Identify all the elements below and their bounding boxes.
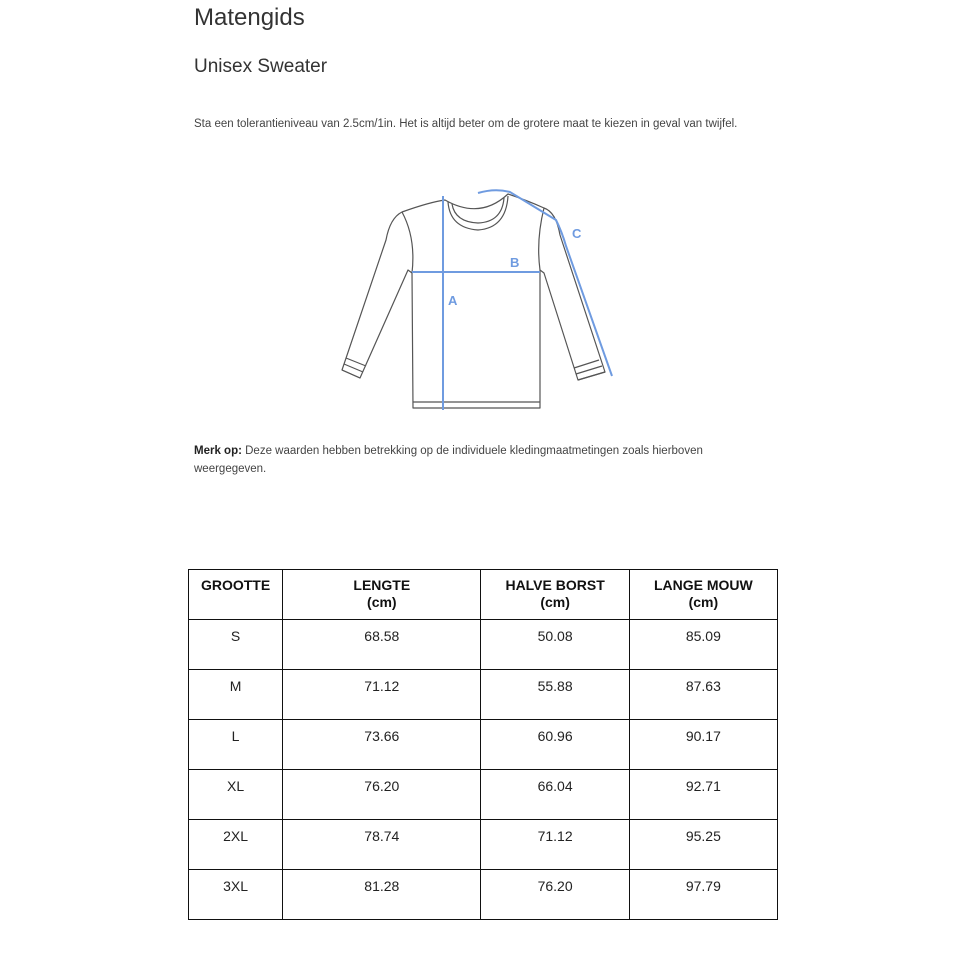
cell-size: 2XL	[189, 820, 283, 870]
cell-sleeve: 92.71	[629, 770, 777, 820]
cell-size: 3XL	[189, 870, 283, 920]
note-label: Merk op:	[194, 445, 242, 457]
header-sleeve-unit: (cm)	[688, 594, 719, 610]
cell-length: 81.28	[283, 870, 481, 920]
measurement-labels	[448, 226, 582, 308]
note-text: Deze waarden hebben betrekking op de individuele kledingmaatmetingen zoals hierboven weergegeven.	[194, 445, 703, 475]
cell-half-chest: 71.12	[481, 820, 629, 870]
cell-length: 71.12	[283, 670, 481, 720]
cell-half-chest: 76.20	[481, 870, 629, 920]
cell-sleeve: 97.79	[629, 870, 777, 920]
table-row	[189, 670, 778, 720]
table-header-row	[189, 570, 778, 620]
cell-sleeve: 85.09	[629, 620, 777, 670]
size-chart-table	[188, 569, 778, 920]
header-sleeve	[629, 570, 777, 620]
tolerance-text: Sta een tolerantieniveau van 2.5cm/1in. Het is altijd beter om de grotere maat te kiezen in geval van twijfel.	[194, 118, 738, 130]
cell-length: 78.74	[283, 820, 481, 870]
cell-length: 68.58	[283, 620, 481, 670]
cell-size: M	[189, 670, 283, 720]
sleeve-measure-line	[478, 190, 612, 376]
page-title: Matengids	[194, 4, 305, 31]
table-row	[189, 620, 778, 670]
header-half-chest-label: HALVE BORST	[505, 577, 605, 593]
header-size	[189, 570, 283, 620]
cell-sleeve: 95.25	[629, 820, 777, 870]
sweater-measurement-diagram	[330, 180, 630, 420]
header-half-chest-unit: (cm)	[540, 594, 570, 610]
label-c: C	[572, 226, 582, 241]
measurement-note	[194, 442, 754, 478]
cell-sleeve: 90.17	[629, 720, 777, 770]
header-length-label: LENGTE	[353, 577, 411, 593]
cell-half-chest: 60.96	[481, 720, 629, 770]
label-a: A	[448, 293, 458, 308]
cell-sleeve: 87.63	[629, 670, 777, 720]
table-row	[189, 770, 778, 820]
cell-size: XL	[189, 770, 283, 820]
table-row	[189, 820, 778, 870]
header-half-chest	[481, 570, 629, 620]
cell-size: S	[189, 620, 283, 670]
product-subtitle: Unisex Sweater	[194, 56, 328, 77]
header-size-label: GROOTTE	[200, 577, 271, 593]
label-b: B	[510, 255, 520, 270]
header-sleeve-label: LANGE MOUW	[653, 577, 753, 593]
header-length-unit: (cm)	[367, 594, 397, 610]
cell-size: L	[189, 720, 283, 770]
cell-length: 76.20	[283, 770, 481, 820]
sweater-outline	[342, 194, 605, 408]
table-row	[189, 870, 778, 920]
cell-half-chest: 66.04	[481, 770, 629, 820]
cell-length: 73.66	[283, 720, 481, 770]
cell-half-chest: 55.88	[481, 670, 629, 720]
cell-half-chest: 50.08	[481, 620, 629, 670]
header-length	[283, 570, 481, 620]
table-row	[189, 720, 778, 770]
